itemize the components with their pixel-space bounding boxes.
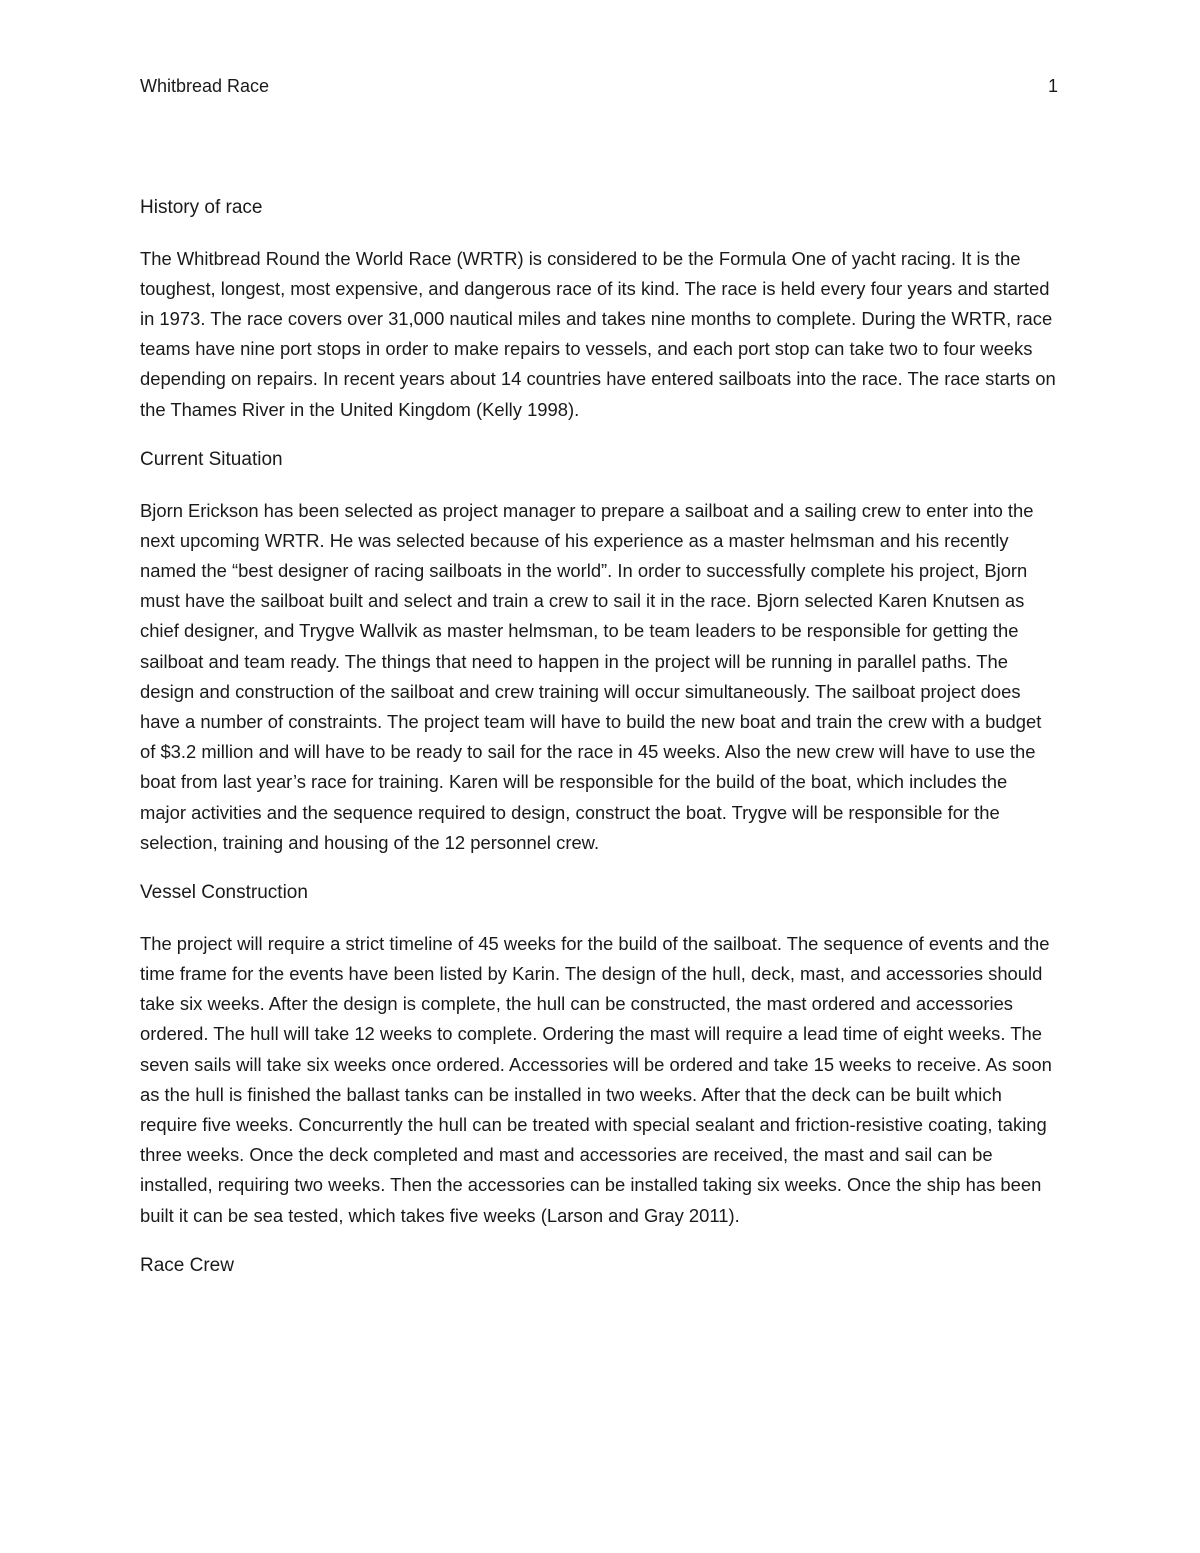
section-heading: Race Crew (140, 1255, 234, 1277)
section-heading: History of race (140, 197, 263, 218)
section-current-situation (140, 445, 1058, 878)
running-title: Whitbread Race (140, 76, 270, 96)
running-header (140, 74, 1058, 98)
section-vessel-construction (140, 878, 1058, 1251)
section-paragraph: The project will require a strict timeline of 45 weeks for the build of the sailboat. The sequence of events and the time frame for the events have been listed by Karin. The design of the hull, deck, mast, and accessories should take six weeks. After the design is complete, the hull can be constructed, the mast ordered and accessories ordered. The hull will take 12 weeks to complete. Ordering the mast will require a lead time of eight weeks. The seven sails will take six weeks once ordered. Accessories will be ordered and take 15 weeks to receive. As soon as the hull is finished the ballast tanks can be installed in two weeks. After that the deck can be built which require five weeks. Concurrently the hull can be treated with special sealant and friction-resistive coating, taking three weeks. Once the deck completed and mast and accessories are received, the mast and sail can be installed, requiring two weeks. Then the accessories can be installed taking six weeks. Once the ship has been built it can be sea tested, which takes five weeks (Larson and Gray 2011). (140, 932, 1052, 1226)
section-heading: Vessel Construction (140, 882, 308, 904)
section-heading: Current Situation (140, 449, 283, 471)
section-paragraph: The Whitbread Round the World Race (WRTR) is considered to be the Formula One of yacht racing. It is the toughest, longest, most expensive, and dangerous race of its kind. The race is held every four years and started in 1973. The race covers over 31,000 nautical miles and takes nine months to complete. During the WRTR, race teams have nine port stops in order to make repairs to vessels, and each port stop can take two to four weeks depending on repairs. In recent years about 14 countries have entered sailboats into the race. The race starts on the Thames River in the United Kingdom (Kelly 1998). (140, 247, 1056, 420)
section-paragraph: Bjorn Erickson has been selected as project manager to prepare a sailboat and a sailing crew to enter into the next upcoming WRTR. He was selected because of his experience as a master helmsman and his recently named the “best designer of racing sailboats in the world”. In order to successfully complete his project, Bjorn must have the sailboat built and select and train a crew to sail it in the race. Bjorn selected Karen Knutsen as chief designer, and Trygve Wallvik as master helmsman, to be team leaders to be responsible for getting the sailboat and team ready. The things that need to happen in the project will be running in parallel paths. The design and construction of the sailboat and crew training will occur simultaneously. The sailboat project does have a number of constraints. The project team will have to build the new boat and train the crew with a budget of $3.2 million and will have to be ready to sail for the race in 45 weeks. Also the new crew will have to use the boat from last year’s race for training. Karen will be responsible for the build of the boat, which includes the major activities and the sequence required to design, construct the boat. Trygve will be responsible for the selection, training and housing of the 12 personnel crew. (140, 499, 1042, 853)
section-race-crew (140, 1251, 1058, 1281)
document-body (140, 193, 1058, 1281)
section-history (140, 193, 1058, 445)
page-number: 1 (1047, 76, 1058, 96)
